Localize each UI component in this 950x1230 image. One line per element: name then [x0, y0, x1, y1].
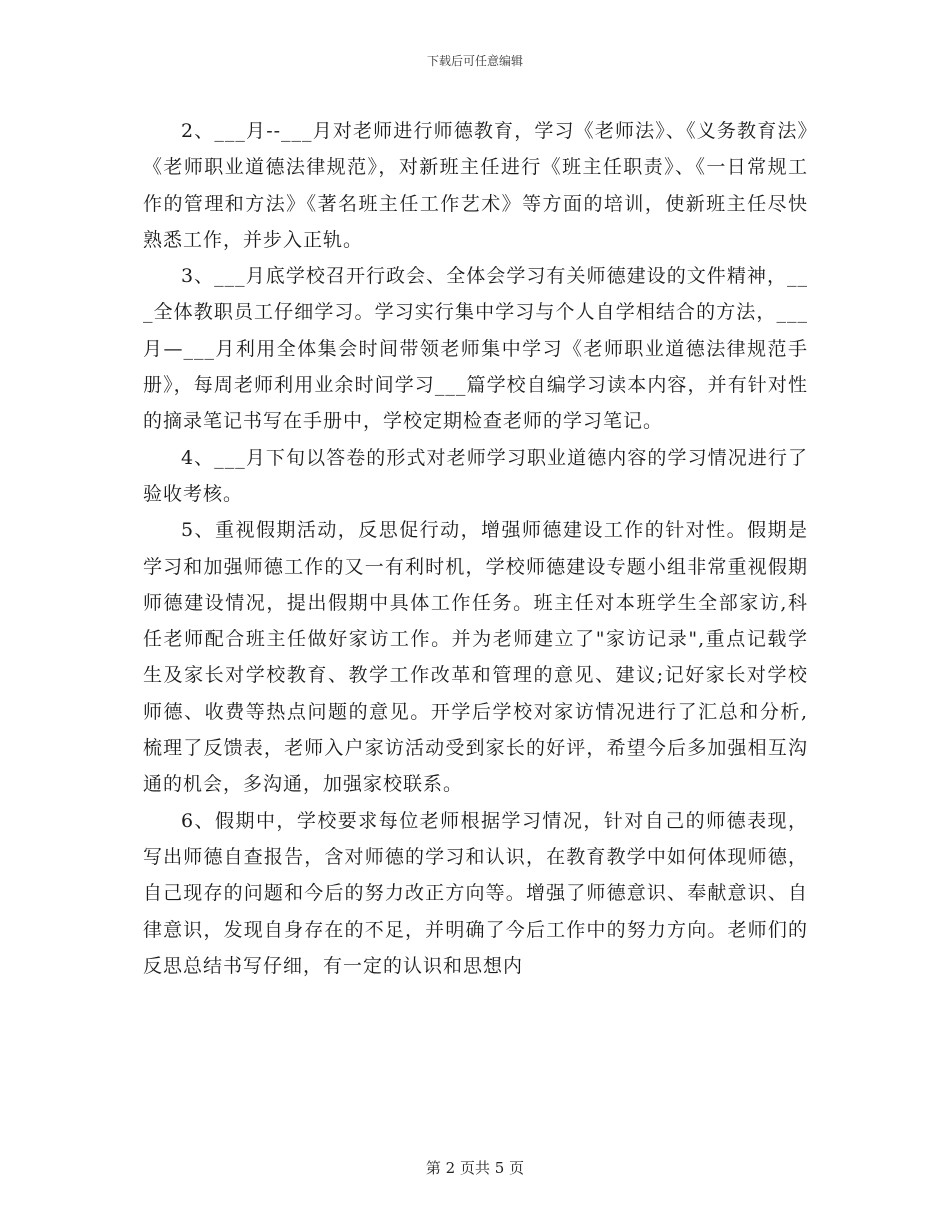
paragraph-item-2: 2、___月--___月对老师进行师德教育，学习《老师法》、《义务教育法》《老师职业道德法律规范》，对新班主任进行《班主任职责》、《一日常规工作的管理和方法》《著名班主任工作艺术》等方面的培训，使新班主任尽快熟悉工作，并步入正轨。 — [143, 120, 808, 251]
paragraph-item-6: 6、假期中，学校要求每位老师根据学习情况，针对自己的师德表现，写出师德自查报告，含对师德的学习和认识，在教育教学中如何体现师德，自己现存的问题和今后的努力改正方向等。增强了师德意识、奉献意识、自律意识，发现自身存在的不足，并明确了今后工作中的努力方向。老师们的反思总结书写仔细，有一定的认识和思想内 — [143, 809, 808, 977]
paragraph-item-3: 3、___月底学校召开行政会、全体会学习有关师德建设的文件精神，___全体教职员工仔细学习。学习实行集中学习与个人自学相结合的方法，___月—___月利用全体集会时间带领老师集中学习《老师职业道德法律规范手册》，每周老师利用业余时间学习___篇学校自编学习读本内容，并有针对性的摘录笔记书写在手册中，学校定期检查老师的学习笔记。 — [143, 265, 808, 433]
page-header: 下载后可任意编辑 — [426, 54, 523, 68]
paragraph-item-4: 4、___月下旬以答卷的形式对老师学习职业道德内容的学习情况进行了验收考核。 — [143, 446, 808, 505]
page-footer: 第 2 页共 5 页 — [425, 1159, 525, 1177]
document-body — [143, 113, 808, 984]
paragraph-item-5: 5、重视假期活动，反思促行动，增强师德建设工作的针对性。假期是学习和加强师德工作的又一有利时机，学校师德建设专题小组非常重视假期师德建设情况，提出假期中具体工作任务。班主任对本班学生全部家访,科任老师配合班主任做好家访工作。并为老师建立了"家访记录",重点记载学生及家长对学校教育、教学工作改革和管理的意见、建议;记好家长对学校师德、收费等热点问题的意见。开学后学校对家访情况进行了汇总和分析,梳理了反馈表，老师入户家访活动受到家长的好评，希望今后多加强相互沟通的机会，多沟通，加强家校联系。 — [143, 519, 808, 796]
